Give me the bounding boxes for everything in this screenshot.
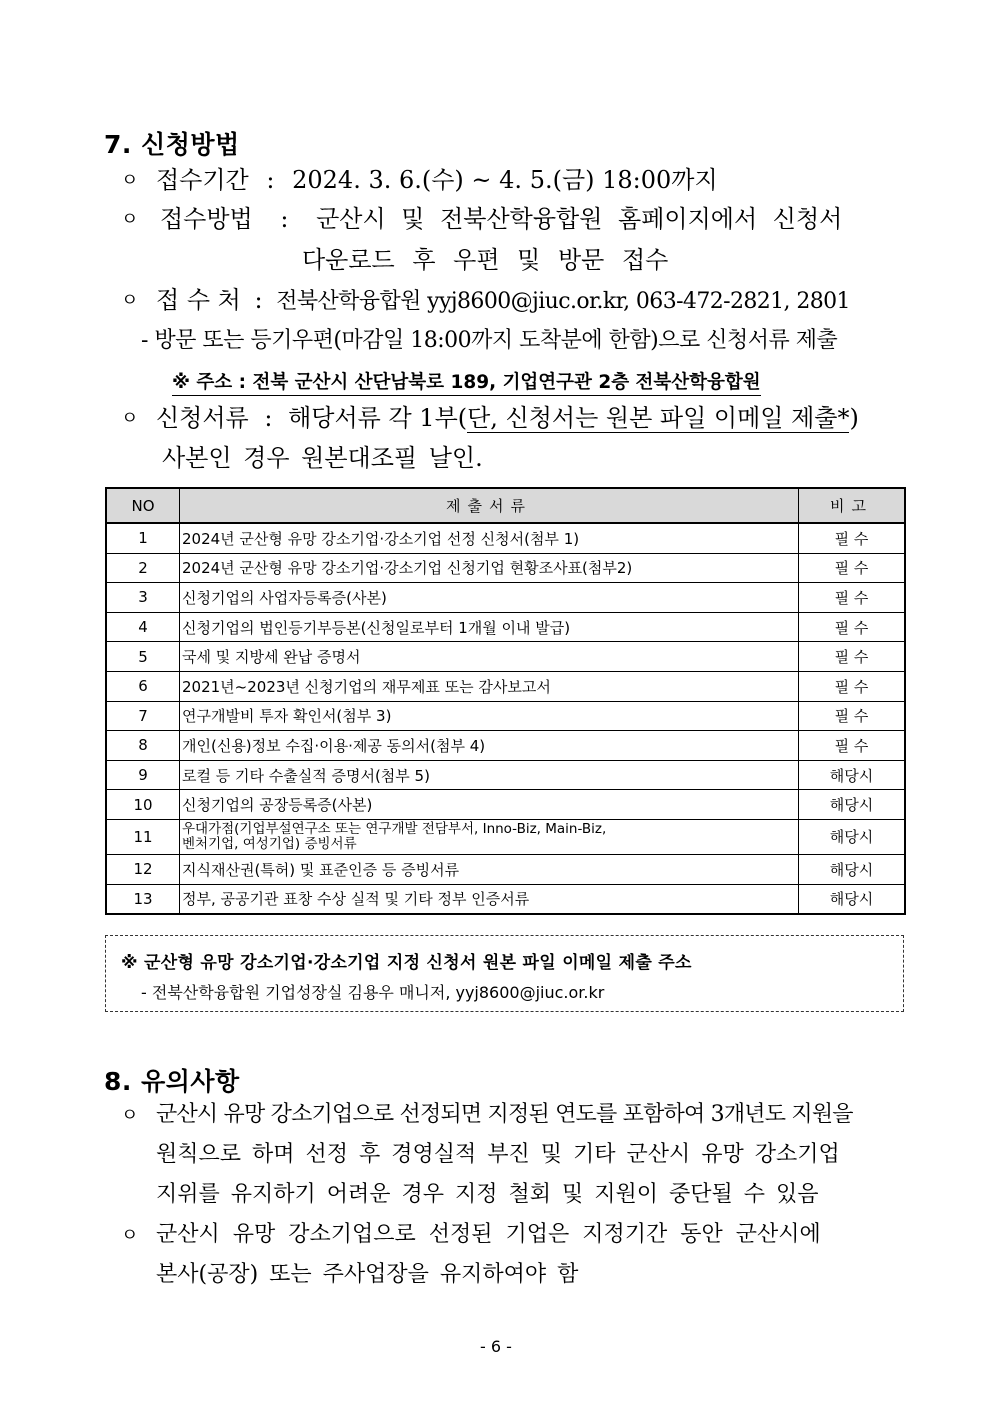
docs-label: 신청서류 xyxy=(156,404,249,432)
row-document: 지식재산권(특허) 및 표준인증 등 증빙서류 xyxy=(180,854,799,884)
row-document: 신청기업의 공장등록증(사본) xyxy=(180,790,799,820)
table-row xyxy=(106,790,905,820)
row-document: 2021년~2023년 신청기업의 재무제표 또는 감사보고서 xyxy=(180,671,799,701)
row-no: 1 xyxy=(106,523,180,553)
row-note: 필 수 xyxy=(799,523,906,553)
note-box-contact: - 전북산학융합원 기업성장실 김용우 매니저, yyj8600@jiuc.or.kr xyxy=(141,983,605,1002)
row-no: 6 xyxy=(106,671,180,701)
row-no: 3 xyxy=(106,583,180,613)
header-no: NO xyxy=(106,488,180,523)
caution-1-line-1: 군산시 유망 강소기업으로 선정되면 지정된 연도를 포함하여 3개년도 지원을 xyxy=(156,1102,853,1127)
row-note: 필 수 xyxy=(799,701,906,731)
method-value-2: 다운로드 후 우편 및 방문 접수 xyxy=(302,246,669,274)
period-value: 2024. 3. 6.(수) ~ 4. 5.(금) 18:00까지 xyxy=(292,166,718,194)
row-note: 필 수 xyxy=(799,583,906,613)
row-no: 12 xyxy=(106,854,180,884)
method-value-1: 군산시 및 전북산학융합원 홈페이지에서 신청서 xyxy=(316,205,843,233)
row-note: 필 수 xyxy=(799,731,906,761)
row-no: 2 xyxy=(106,553,180,583)
header-documents: 제출서류 xyxy=(180,488,799,523)
row-note: 필 수 xyxy=(799,612,906,642)
docs-value-c: ) xyxy=(849,404,859,432)
table-row xyxy=(106,523,905,553)
row-no: 9 xyxy=(106,760,180,790)
row-document: 정부, 공공기관 표창 수상 실적 및 기타 정부 인증서류 xyxy=(180,884,799,914)
row-document: 국세 및 지방세 완납 증명서 xyxy=(180,642,799,672)
row-no: 5 xyxy=(106,642,180,672)
table-row xyxy=(106,884,905,914)
caution-2-line-2: 본사(공장) 또는 주사업장을 유지하여야 함 xyxy=(156,1262,579,1287)
table-row xyxy=(106,819,905,854)
row-document: 2024년 군산형 유망 강소기업·강소기업 신청기업 현황조사표(첨부2) xyxy=(180,553,799,583)
row-document: 2024년 군산형 유망 강소기업·강소기업 선정 신청서(첨부 1) xyxy=(180,523,799,553)
row-no: 10 xyxy=(106,790,180,820)
caution-1-line-3: 지위를 유지하기 어려운 경우 지정 철회 및 지원이 중단될 수 있음 xyxy=(156,1182,819,1207)
section-8-title: 8. 유의사항 xyxy=(104,1067,240,1096)
row-document: 신청기업의 법인등기부등본(신청일로부터 1개월 이내 발급) xyxy=(180,612,799,642)
table-row xyxy=(106,583,905,613)
row-document-line-1: 우대가점(기업부설연구소 또는 연구개발 전담부서, Inno-Biz, Main-Biz, xyxy=(182,820,607,837)
bullet-item-2: ㅇ xyxy=(121,1225,139,1246)
row-note: 해당시 xyxy=(799,884,906,914)
section-7-title: 7. 신청방법 xyxy=(104,130,240,159)
period-sep: : xyxy=(266,166,275,194)
bullet-docs: ㅇ xyxy=(121,408,139,429)
row-note: 해당시 xyxy=(799,790,906,820)
row-no: 8 xyxy=(106,731,180,761)
period-row xyxy=(156,165,718,195)
contact-sep: : xyxy=(254,286,263,314)
row-note: 해당시 xyxy=(799,854,906,884)
row-note: 해당시 xyxy=(799,819,906,854)
table-header-row xyxy=(106,488,905,523)
row-no: 7 xyxy=(106,701,180,731)
caution-2-line-1: 군산시 유망 강소기업으로 선정된 기업은 지정기간 동안 군산시에 xyxy=(156,1222,821,1247)
row-no: 4 xyxy=(106,612,180,642)
docs-value-underlined: 단, 신청서는 원본 파일 이메일 제출* xyxy=(467,404,850,432)
row-document: 연구개발비 투자 확인서(첨부 3) xyxy=(180,701,799,731)
address-note: ※ 주소 : 전북 군산시 산단남북로 189, 기업연구관 2층 전북산학융합원 xyxy=(172,368,761,396)
table-row xyxy=(106,731,905,761)
row-document: 개인(신용)정보 수집·이용·제공 동의서(첨부 4) xyxy=(180,731,799,761)
table-row xyxy=(106,854,905,884)
bullet-method: ㅇ xyxy=(121,209,139,230)
contact-value: 전북산학융합원 yyj8600@jiuc.or.kr, 063-472-2821, 2801 xyxy=(276,289,850,314)
page-number: - 6 - xyxy=(480,1337,512,1356)
row-document: 신청기업의 사업자등록증(사본) xyxy=(180,583,799,613)
docs-row xyxy=(156,403,859,433)
docs-value-2: 사본인 경우 원본대조필 날인. xyxy=(162,444,483,472)
bullet-contact: ㅇ xyxy=(121,290,139,311)
row-no: 11 xyxy=(106,819,180,854)
bullet-period: ㅇ xyxy=(121,170,139,191)
table-row xyxy=(106,612,905,642)
note-box-title: ※ 군산형 유망 강소기업·강소기업 지정 신청서 원본 파일 이메일 제출 주소 xyxy=(121,953,692,973)
row-note: 필 수 xyxy=(799,671,906,701)
period-label: 접수기간 xyxy=(156,166,249,194)
table-row xyxy=(106,671,905,701)
row-document xyxy=(180,819,799,854)
bullet-item-1: ㅇ xyxy=(121,1105,139,1126)
row-document-line-2: 벤처기업, 여성기업) 증빙서류 xyxy=(182,835,357,852)
docs-sep: : xyxy=(264,404,273,432)
method-sep: : xyxy=(280,205,289,233)
method-label: 접수방법 xyxy=(160,205,253,233)
table-row xyxy=(106,701,905,731)
table-row xyxy=(106,642,905,672)
contact-label: 접 수 처 xyxy=(156,286,241,314)
caution-1-line-2: 원칙으로 하며 선정 후 경영실적 부진 및 기타 군산시 유망 강소기업 xyxy=(156,1142,840,1167)
method-row xyxy=(160,204,842,234)
table-row xyxy=(106,760,905,790)
table-row xyxy=(106,553,905,583)
header-note: 비고 xyxy=(799,488,906,523)
row-note: 해당시 xyxy=(799,760,906,790)
contact-row xyxy=(156,285,850,317)
row-note: 필 수 xyxy=(799,553,906,583)
row-document: 로컬 등 기타 수출실적 증명서(첨부 5) xyxy=(180,760,799,790)
docs-value-a: 해당서류 각 1부( xyxy=(288,404,468,432)
documents-table xyxy=(105,487,906,915)
row-note: 필 수 xyxy=(799,642,906,672)
row-no: 13 xyxy=(106,884,180,914)
visit-note: - 방문 또는 등기우편(마감일 18:00까지 도착분에 한함)으로 신청서류 제출 xyxy=(141,328,838,353)
email-submission-note-box xyxy=(105,935,904,1012)
